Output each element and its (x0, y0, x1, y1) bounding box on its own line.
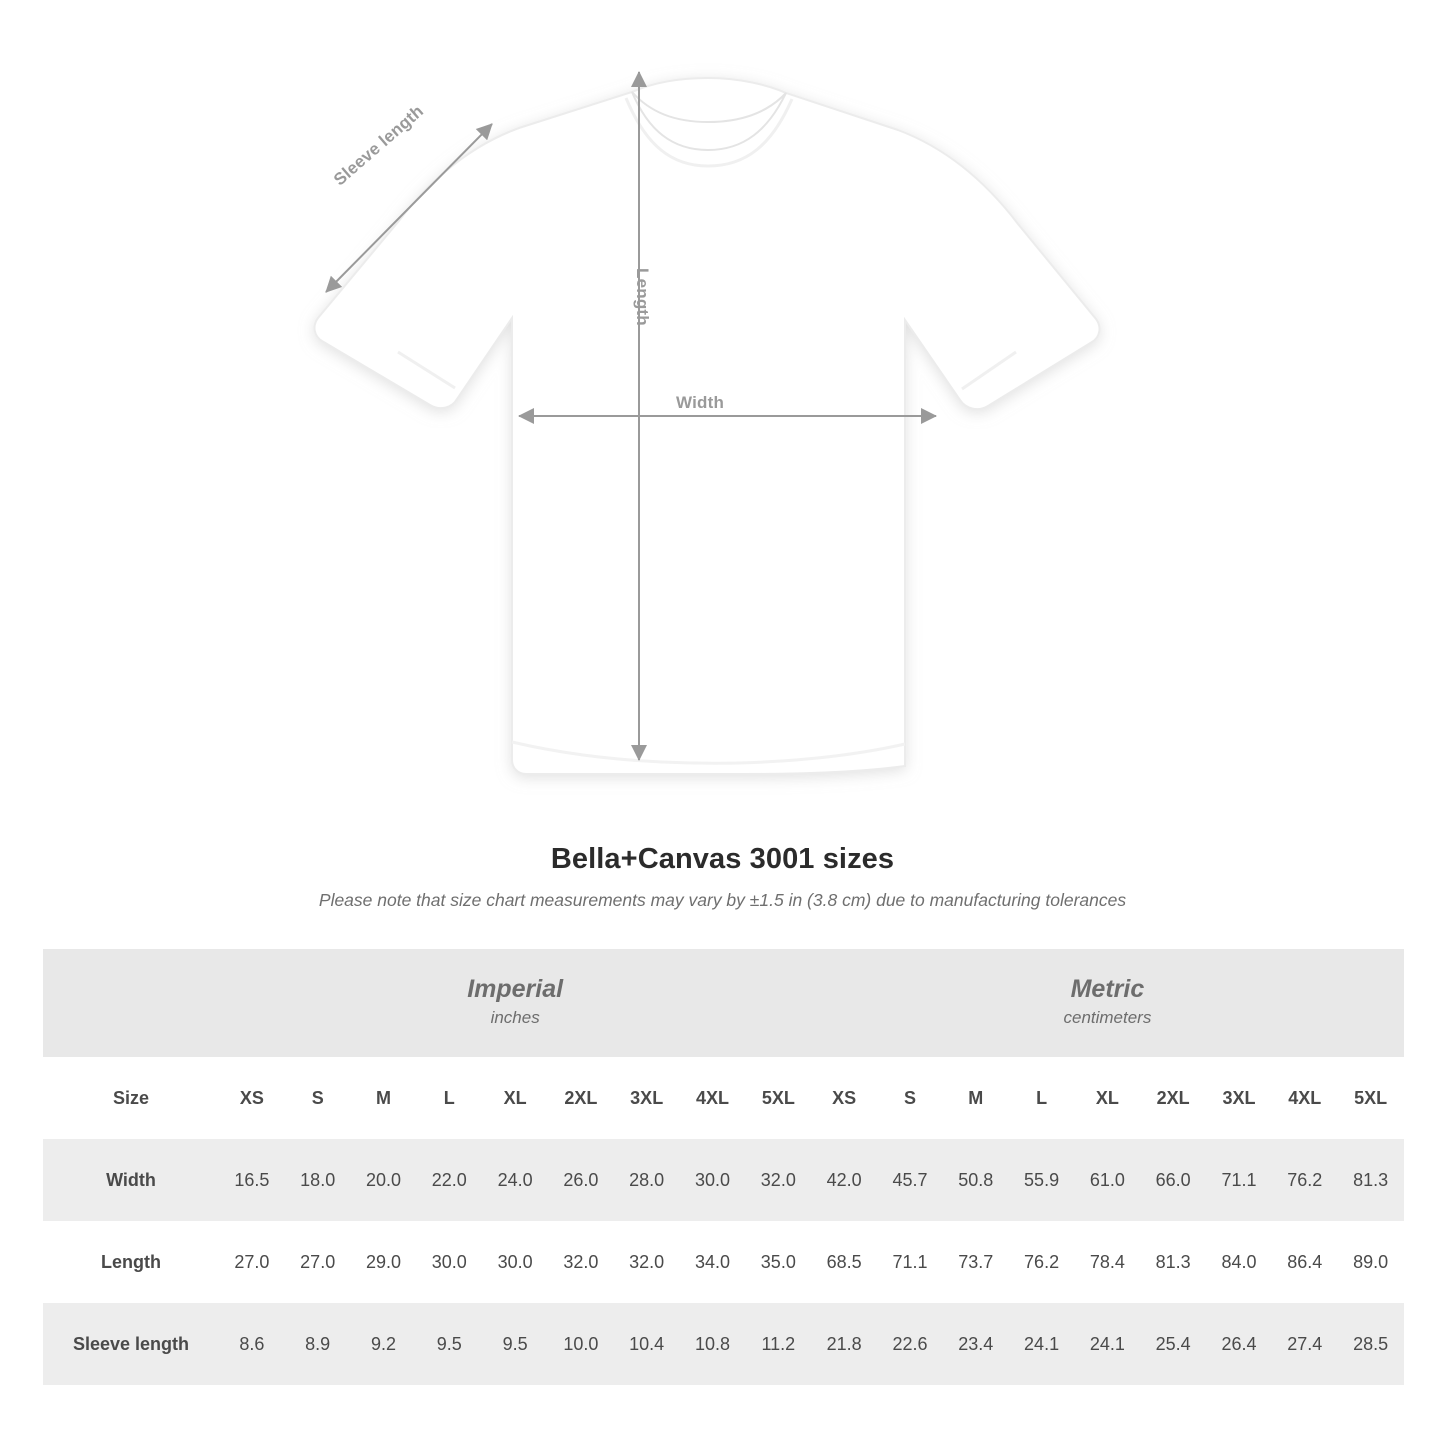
size-header-cell: 3XL (1206, 1057, 1272, 1139)
table-row (43, 1221, 1404, 1303)
size-header-cell: XL (482, 1057, 548, 1139)
cell-sleeve: 10.4 (614, 1303, 680, 1385)
cell-width: 26.0 (548, 1139, 614, 1221)
title-block (0, 843, 1445, 911)
table-header-row (43, 1057, 1404, 1139)
length-label: Length (633, 268, 652, 326)
cell-sleeve: 24.1 (1074, 1303, 1140, 1385)
cell-sleeve: 21.8 (811, 1303, 877, 1385)
unit-spacer (43, 949, 219, 1057)
cell-width: 18.0 (285, 1139, 351, 1221)
row-label-sleeve-length: Sleeve length (43, 1303, 219, 1385)
size-table (43, 949, 1404, 1385)
cell-sleeve: 26.4 (1206, 1303, 1272, 1385)
tolerance-note: Please note that size chart measurements may vary by ±1.5 in (3.8 cm) due to manufacturing tolerances (318, 890, 1127, 910)
sleeve-length-label: Sleeve length (330, 101, 428, 190)
cell-width: 76.2 (1272, 1139, 1338, 1221)
cell-length: 78.4 (1074, 1221, 1140, 1303)
size-header-cell: XS (219, 1057, 285, 1139)
row-label-width: Width (43, 1139, 219, 1221)
unit-group-metric-name: Metric (1070, 975, 1145, 1004)
size-header-cell: 2XL (548, 1057, 614, 1139)
cell-width: 55.9 (1009, 1139, 1075, 1221)
size-header-cell: 3XL (614, 1057, 680, 1139)
size-header-cell: L (416, 1057, 482, 1139)
cell-sleeve: 8.9 (285, 1303, 351, 1385)
cell-length: 27.0 (285, 1221, 351, 1303)
cell-sleeve: 9.5 (416, 1303, 482, 1385)
unit-header-row (43, 949, 1404, 1057)
cell-width: 32.0 (745, 1139, 811, 1221)
size-header-cell: XL (1074, 1057, 1140, 1139)
cell-length: 30.0 (416, 1221, 482, 1303)
cell-sleeve: 22.6 (877, 1303, 943, 1385)
cell-length: 29.0 (351, 1221, 417, 1303)
unit-group-imperial-name: Imperial (467, 975, 564, 1004)
table-row (43, 1303, 1404, 1385)
size-header-cell: 5XL (1338, 1057, 1404, 1139)
cell-length: 35.0 (745, 1221, 811, 1303)
cell-length: 71.1 (877, 1221, 943, 1303)
size-header-cell: S (285, 1057, 351, 1139)
size-header-cell: S (877, 1057, 943, 1139)
cell-length: 32.0 (548, 1221, 614, 1303)
cell-width: 28.0 (614, 1139, 680, 1221)
cell-length: 27.0 (219, 1221, 285, 1303)
size-header-cell: 5XL (745, 1057, 811, 1139)
cell-sleeve: 9.5 (482, 1303, 548, 1385)
unit-group-imperial-sub: inches (490, 1007, 540, 1027)
cell-length: 86.4 (1272, 1221, 1338, 1303)
cell-sleeve: 9.2 (351, 1303, 417, 1385)
unit-group-metric (811, 949, 1403, 1057)
cell-sleeve: 24.1 (1009, 1303, 1075, 1385)
cell-sleeve: 27.4 (1272, 1303, 1338, 1385)
cell-width: 50.8 (943, 1139, 1009, 1221)
cell-width: 24.0 (482, 1139, 548, 1221)
cell-length: 30.0 (482, 1221, 548, 1303)
cell-width: 16.5 (219, 1139, 285, 1221)
size-header-cell: L (1009, 1057, 1075, 1139)
size-column-header: Size (43, 1057, 219, 1139)
cell-sleeve: 28.5 (1338, 1303, 1404, 1385)
cell-width: 42.0 (811, 1139, 877, 1221)
size-header-cell: 4XL (680, 1057, 746, 1139)
cell-length: 81.3 (1140, 1221, 1206, 1303)
row-label-length: Length (43, 1221, 219, 1303)
cell-length: 73.7 (943, 1221, 1009, 1303)
cell-sleeve: 25.4 (1140, 1303, 1206, 1385)
size-header-cell: XS (811, 1057, 877, 1139)
cell-sleeve: 10.0 (548, 1303, 614, 1385)
shirt-shape (315, 78, 1100, 774)
cell-width: 66.0 (1140, 1139, 1206, 1221)
cell-length: 32.0 (614, 1221, 680, 1303)
cell-sleeve: 23.4 (943, 1303, 1009, 1385)
cell-width: 61.0 (1074, 1139, 1140, 1221)
size-header-cell: 4XL (1272, 1057, 1338, 1139)
cell-sleeve: 8.6 (219, 1303, 285, 1385)
size-header-cell: M (943, 1057, 1009, 1139)
table-row (43, 1139, 1404, 1221)
size-header-cell: M (351, 1057, 417, 1139)
cell-width: 20.0 (351, 1139, 417, 1221)
cell-width: 22.0 (416, 1139, 482, 1221)
unit-group-metric-sub: centimeters (1063, 1007, 1152, 1027)
unit-group-imperial (219, 949, 811, 1057)
cell-width: 30.0 (680, 1139, 746, 1221)
cell-width: 45.7 (877, 1139, 943, 1221)
size-header-cell: 2XL (1140, 1057, 1206, 1139)
cell-length: 84.0 (1206, 1221, 1272, 1303)
cell-length: 68.5 (811, 1221, 877, 1303)
cell-length: 34.0 (680, 1221, 746, 1303)
cell-width: 71.1 (1206, 1139, 1272, 1221)
width-label: Width (676, 393, 725, 412)
cell-sleeve: 10.8 (680, 1303, 746, 1385)
page-title: Bella+Canvas 3001 sizes (550, 843, 895, 875)
cell-length: 76.2 (1009, 1221, 1075, 1303)
cell-length: 89.0 (1338, 1221, 1404, 1303)
cell-width: 81.3 (1338, 1139, 1404, 1221)
size-table-container (43, 949, 1403, 1385)
cell-sleeve: 11.2 (745, 1303, 811, 1385)
